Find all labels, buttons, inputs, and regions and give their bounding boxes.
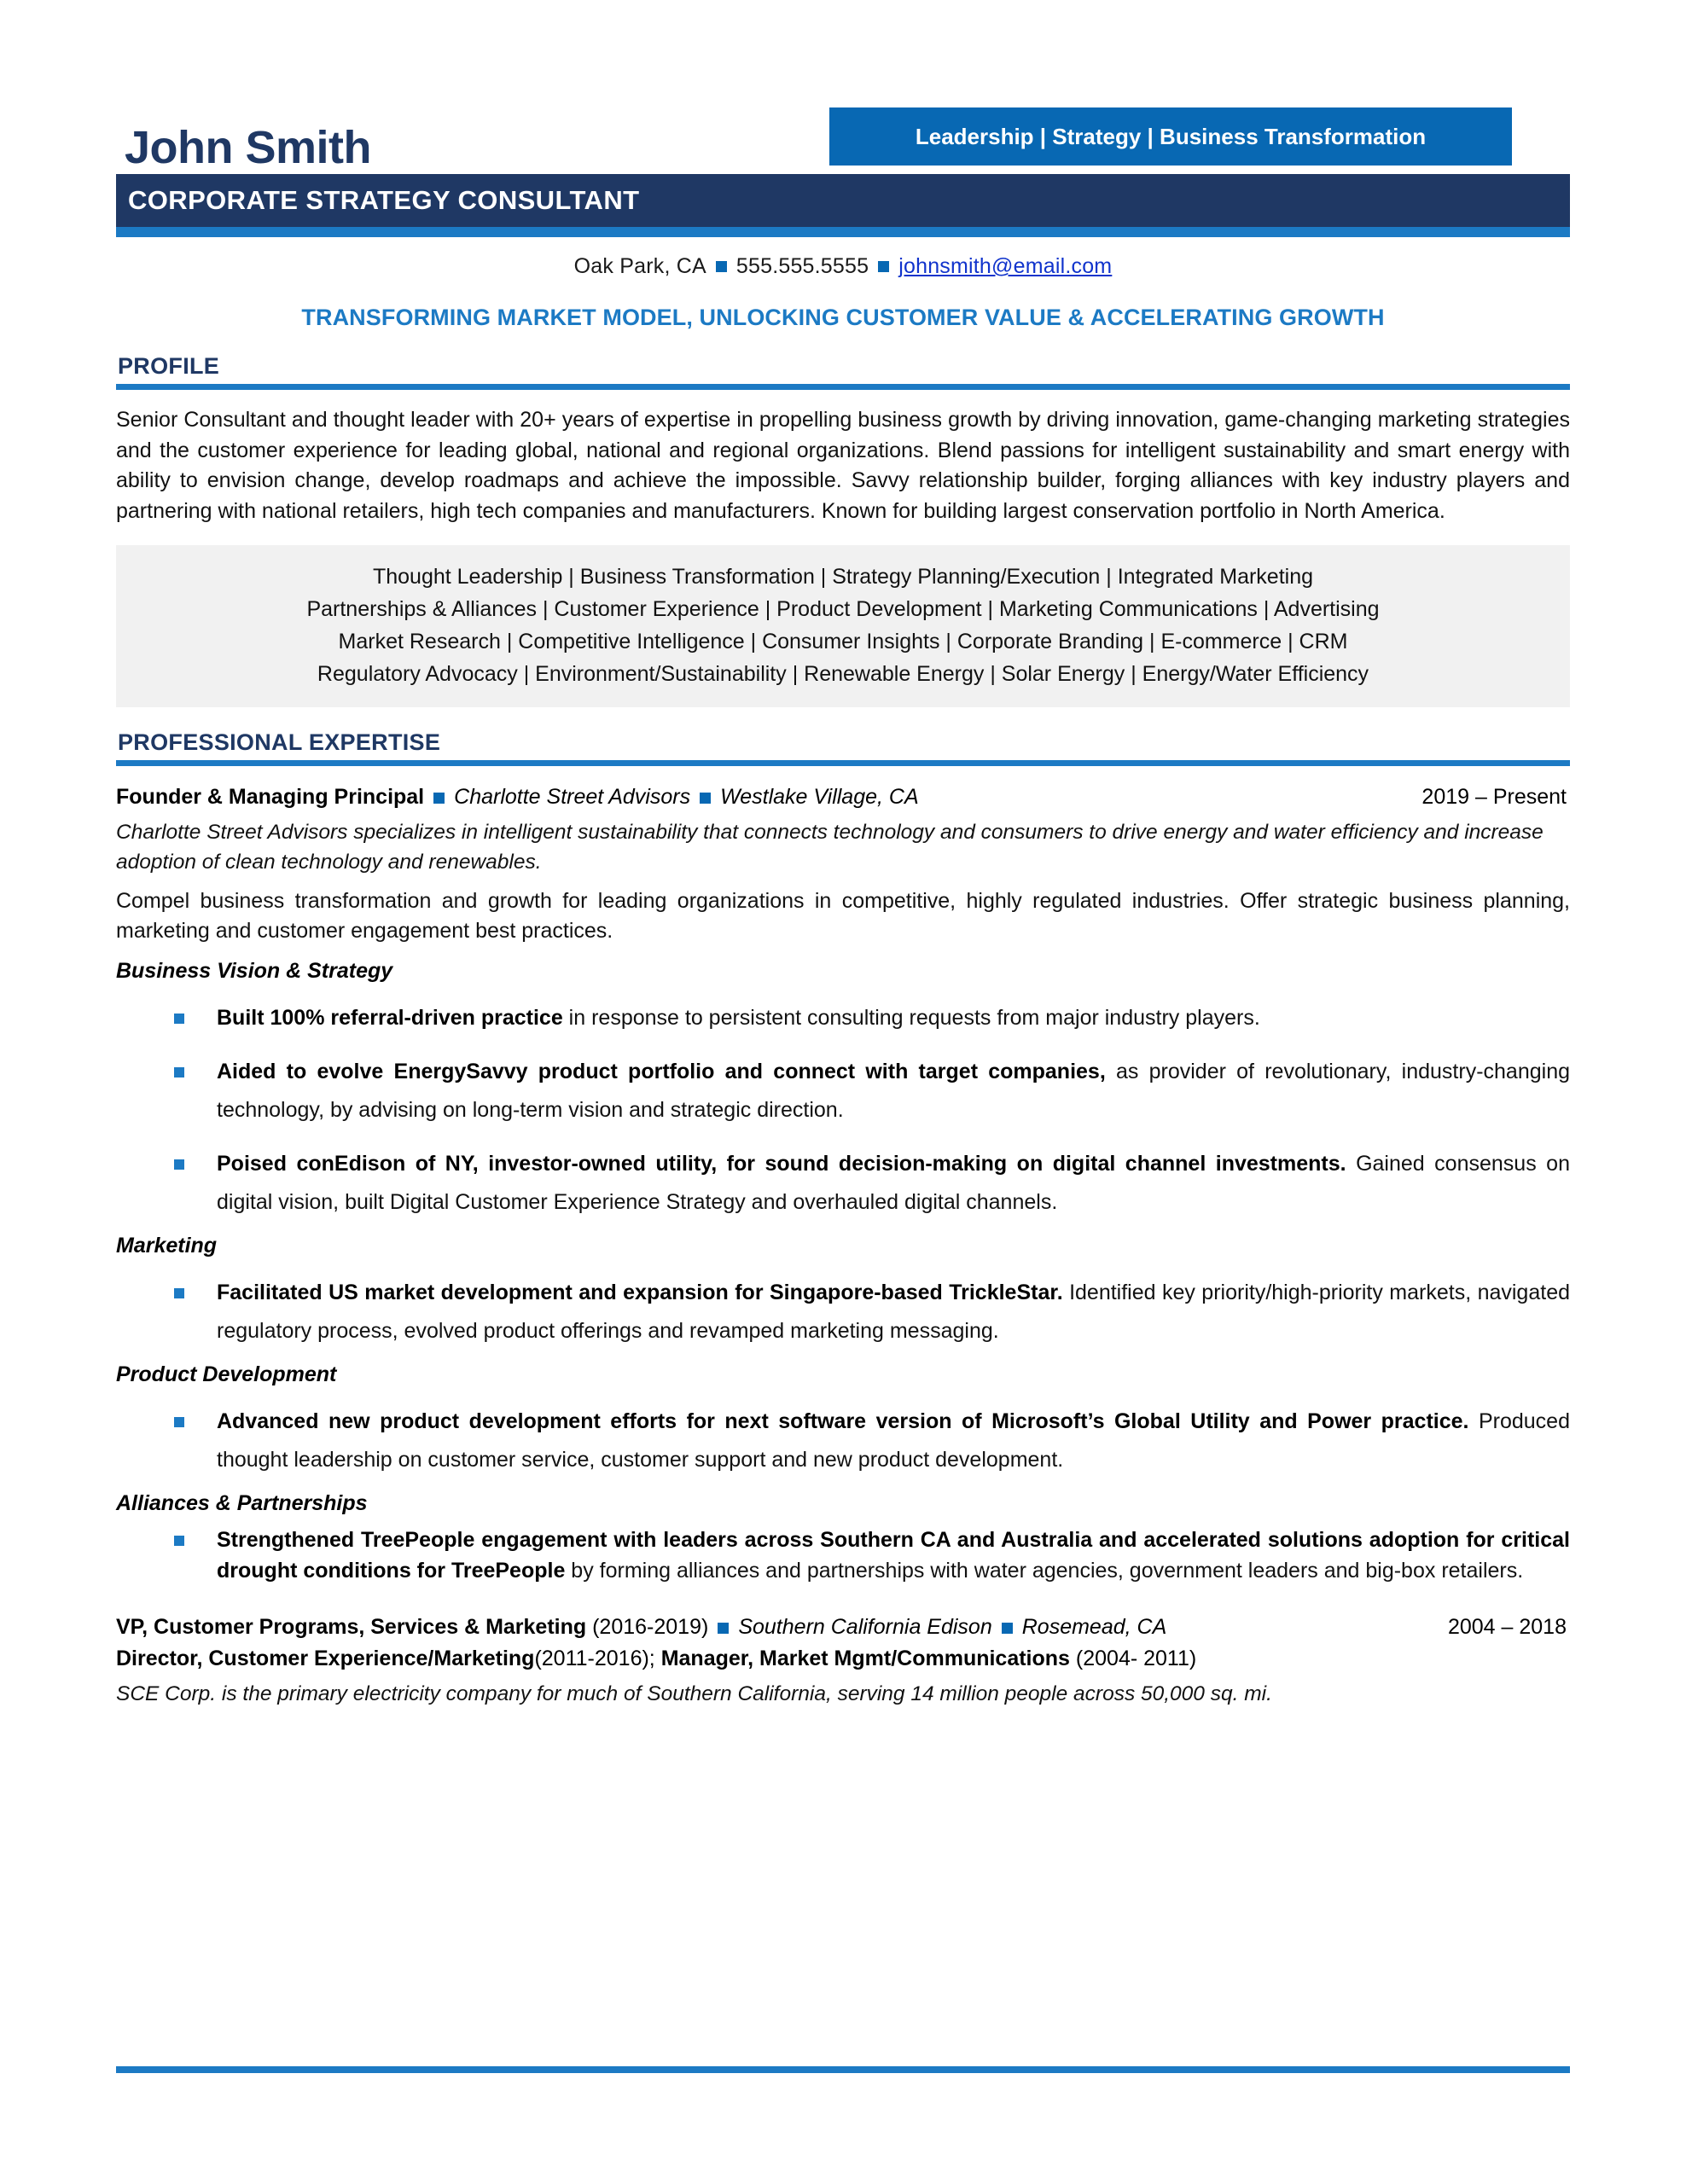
job2-location: Rosemead, CA [1021,1615,1167,1640]
job-entry-header [116,785,1570,810]
job1-subhead-alliances: Alliances & Partnerships [116,1490,368,1515]
job2-company: Southern California Edison [738,1615,992,1640]
bullet-bold: Built 100% referral-driven practice [217,1005,563,1030]
job1-company: Charlotte Street Advisors [454,785,691,809]
candidate-name: John Smith [125,122,371,173]
job2-dates: 2004 – 2018 [1447,1615,1567,1640]
bullet-bold: Poised conEdison of NY, investor-owned utility, for sound decision-making on digital channel investments. [217,1151,1346,1176]
list-item [116,999,1570,1037]
list-item [116,1274,1570,1350]
core-competencies-box [116,545,1570,707]
separator-square-icon [716,261,727,272]
name-row [116,92,1570,171]
job1-subhead-business-vision: Business Vision & Strategy [116,958,393,983]
job1-summary: Compel business transformation and growth for leading organizations in competitive, highly regulated industries. Offer strategic business planning, marketing and customer engagement best practices. [116,888,1570,944]
job-entry-header [116,1615,1570,1640]
header-accent-bar [116,227,1570,237]
job2-prior-roles [116,1647,1570,1671]
job2-prior-years-2: (2004- 2011) [1075,1647,1197,1671]
bullet-rest: as provider of revolutionary, industry-changing technology, by advising on long-term vision and strategic direction. [217,1059,1570,1122]
bullet-square-icon [174,1536,184,1546]
bullet-rest: Identified key priority/high-priority markets, navigated regulatory process, evolved product offerings and revamped marketing messaging. [217,1280,1570,1343]
job-title-bar [116,174,1570,227]
footer-rule [116,2066,1570,2073]
job2-prior-role-1: Director, Customer Experience/Marketing [116,1647,535,1671]
section-title-profile: PROFILE [118,353,220,379]
job2-company-description: SCE Corp. is the primary electricity company for much of Southern California, serving 14 million people across 50,000 sq. mi. [116,1682,1272,1706]
bullet-square-icon [174,1067,184,1077]
separator-square-icon [1002,1623,1013,1634]
headline: TRANSFORMING MARKET MODEL, UNLOCKING CUSTOMER VALUE & ACCELERATING GROWTH [301,305,1385,330]
list-item [116,1403,1570,1479]
bullet-rest: Gained consensus on digital vision, built Digital Customer Experience Strategy and overhauled digital channels. [217,1151,1570,1214]
job1-subhead-product-development: Product Development [116,1362,337,1386]
competency-line: Thought Leadership | Business Transformation | Strategy Planning/Execution | Integrated Marketing [372,565,1314,589]
bullet-bold: Aided to evolve EnergySavvy product portfolio and connect with target companies, [217,1059,1106,1083]
separator-square-icon [700,793,711,804]
job1-dates: 2019 – Present [1421,785,1567,809]
bullet-bold: Advanced new product development efforts for next software version of Microsoft’s Global Utility and Power practice. [217,1409,1469,1433]
bullet-square-icon [174,1159,184,1170]
section-profile-header [116,353,1570,390]
section-rule [116,384,1570,390]
bullet-bold: Facilitated US market development and expansion for Singapore-based TrickleStar. [217,1280,1063,1304]
job1-company-description: Charlotte Street Advisors specializes in intelligent sustainability that connects technology and consumers to drive energy and water efficiency and increase adoption of clean technology and renewables. [116,821,1544,874]
list-item [116,1053,1570,1130]
job1-subhead-marketing: Marketing [116,1233,218,1258]
bullet-rest: Produced thought leadership on customer service, customer support and new product development. [217,1409,1570,1472]
section-rule [116,760,1570,766]
contact-line [116,254,1570,279]
section-title-expertise: PROFESSIONAL EXPERTISE [118,729,441,755]
bullet-bold: Strengthened TreePeople engagement with leaders across Southern CA and Australia and accelerated solutions adoption for critical drought conditions for TreePeople [217,1527,1570,1583]
bullet-rest: in response to persistent consulting requests from major industry players. [562,1005,1260,1030]
contact-email-link[interactable]: johnsmith@email.com [898,254,1113,278]
contact-phone: 555.555.5555 [735,254,869,278]
competency-line: Regulatory Advocacy | Environment/Sustainability | Renewable Energy | Solar Energy | Energy/Water Efficiency [317,662,1369,686]
job1-location: Westlake Village, CA [720,785,919,809]
job-title-text: CORPORATE STRATEGY CONSULTANT [128,185,640,215]
bullet-square-icon [174,1014,184,1024]
job2-prior-years-1: (2011-2016); [534,1647,661,1671]
separator-square-icon [433,793,445,804]
contact-location: Oak Park, CA [573,254,706,278]
separator-square-icon [718,1623,729,1634]
profile-body: Senior Consultant and thought leader with 20+ years of expertise in propelling business growth by driving innovation, game-changing marketing strategies and the customer experience for leading global, national and regional organizations. Blend passions for intelligent sustainability and smart energy with ability to envision change, develop roadmaps and achieve the impossible. Savvy relationship builder, forging alliances with key industry players and partnering with national retailers, high tech companies and manufacturers. Known for building largest conservation portfolio in North America. [116,408,1570,523]
competency-line: Market Research | Competitive Intelligence | Consumer Insights | Corporate Branding | E-commerce | CRM [338,630,1348,653]
tagline-banner [829,107,1512,166]
section-expertise-header [116,729,1570,766]
competency-line: Partnerships & Alliances | Customer Experience | Product Development | Marketing Communications | Advertising [306,597,1380,621]
job2-title-years: (2016-2019) [592,1615,709,1640]
tagline-text: Leadership | Strategy | Business Transformation [915,123,1427,149]
job1-bullets-marketing [116,1274,1570,1350]
bullet-rest: by forming alliances and partnerships with water agencies, government leaders and big-box retailers. [565,1558,1524,1583]
separator-square-icon [878,261,889,272]
list-item [116,1145,1570,1222]
list-item [116,1525,1570,1587]
job2-prior-role-2: Manager, Market Mgmt/Communications [660,1647,1070,1671]
bullet-square-icon [174,1417,184,1427]
job1-title: Founder & Managing Principal [116,785,425,809]
job1-bullets-product-development [116,1403,1570,1479]
job1-bullets-business-vision [116,999,1570,1222]
job1-bullets-alliances [116,1525,1570,1587]
job2-title: VP, Customer Programs, Services & Marketing [116,1615,587,1640]
resume-header [116,0,1570,237]
bullet-square-icon [174,1288,184,1298]
